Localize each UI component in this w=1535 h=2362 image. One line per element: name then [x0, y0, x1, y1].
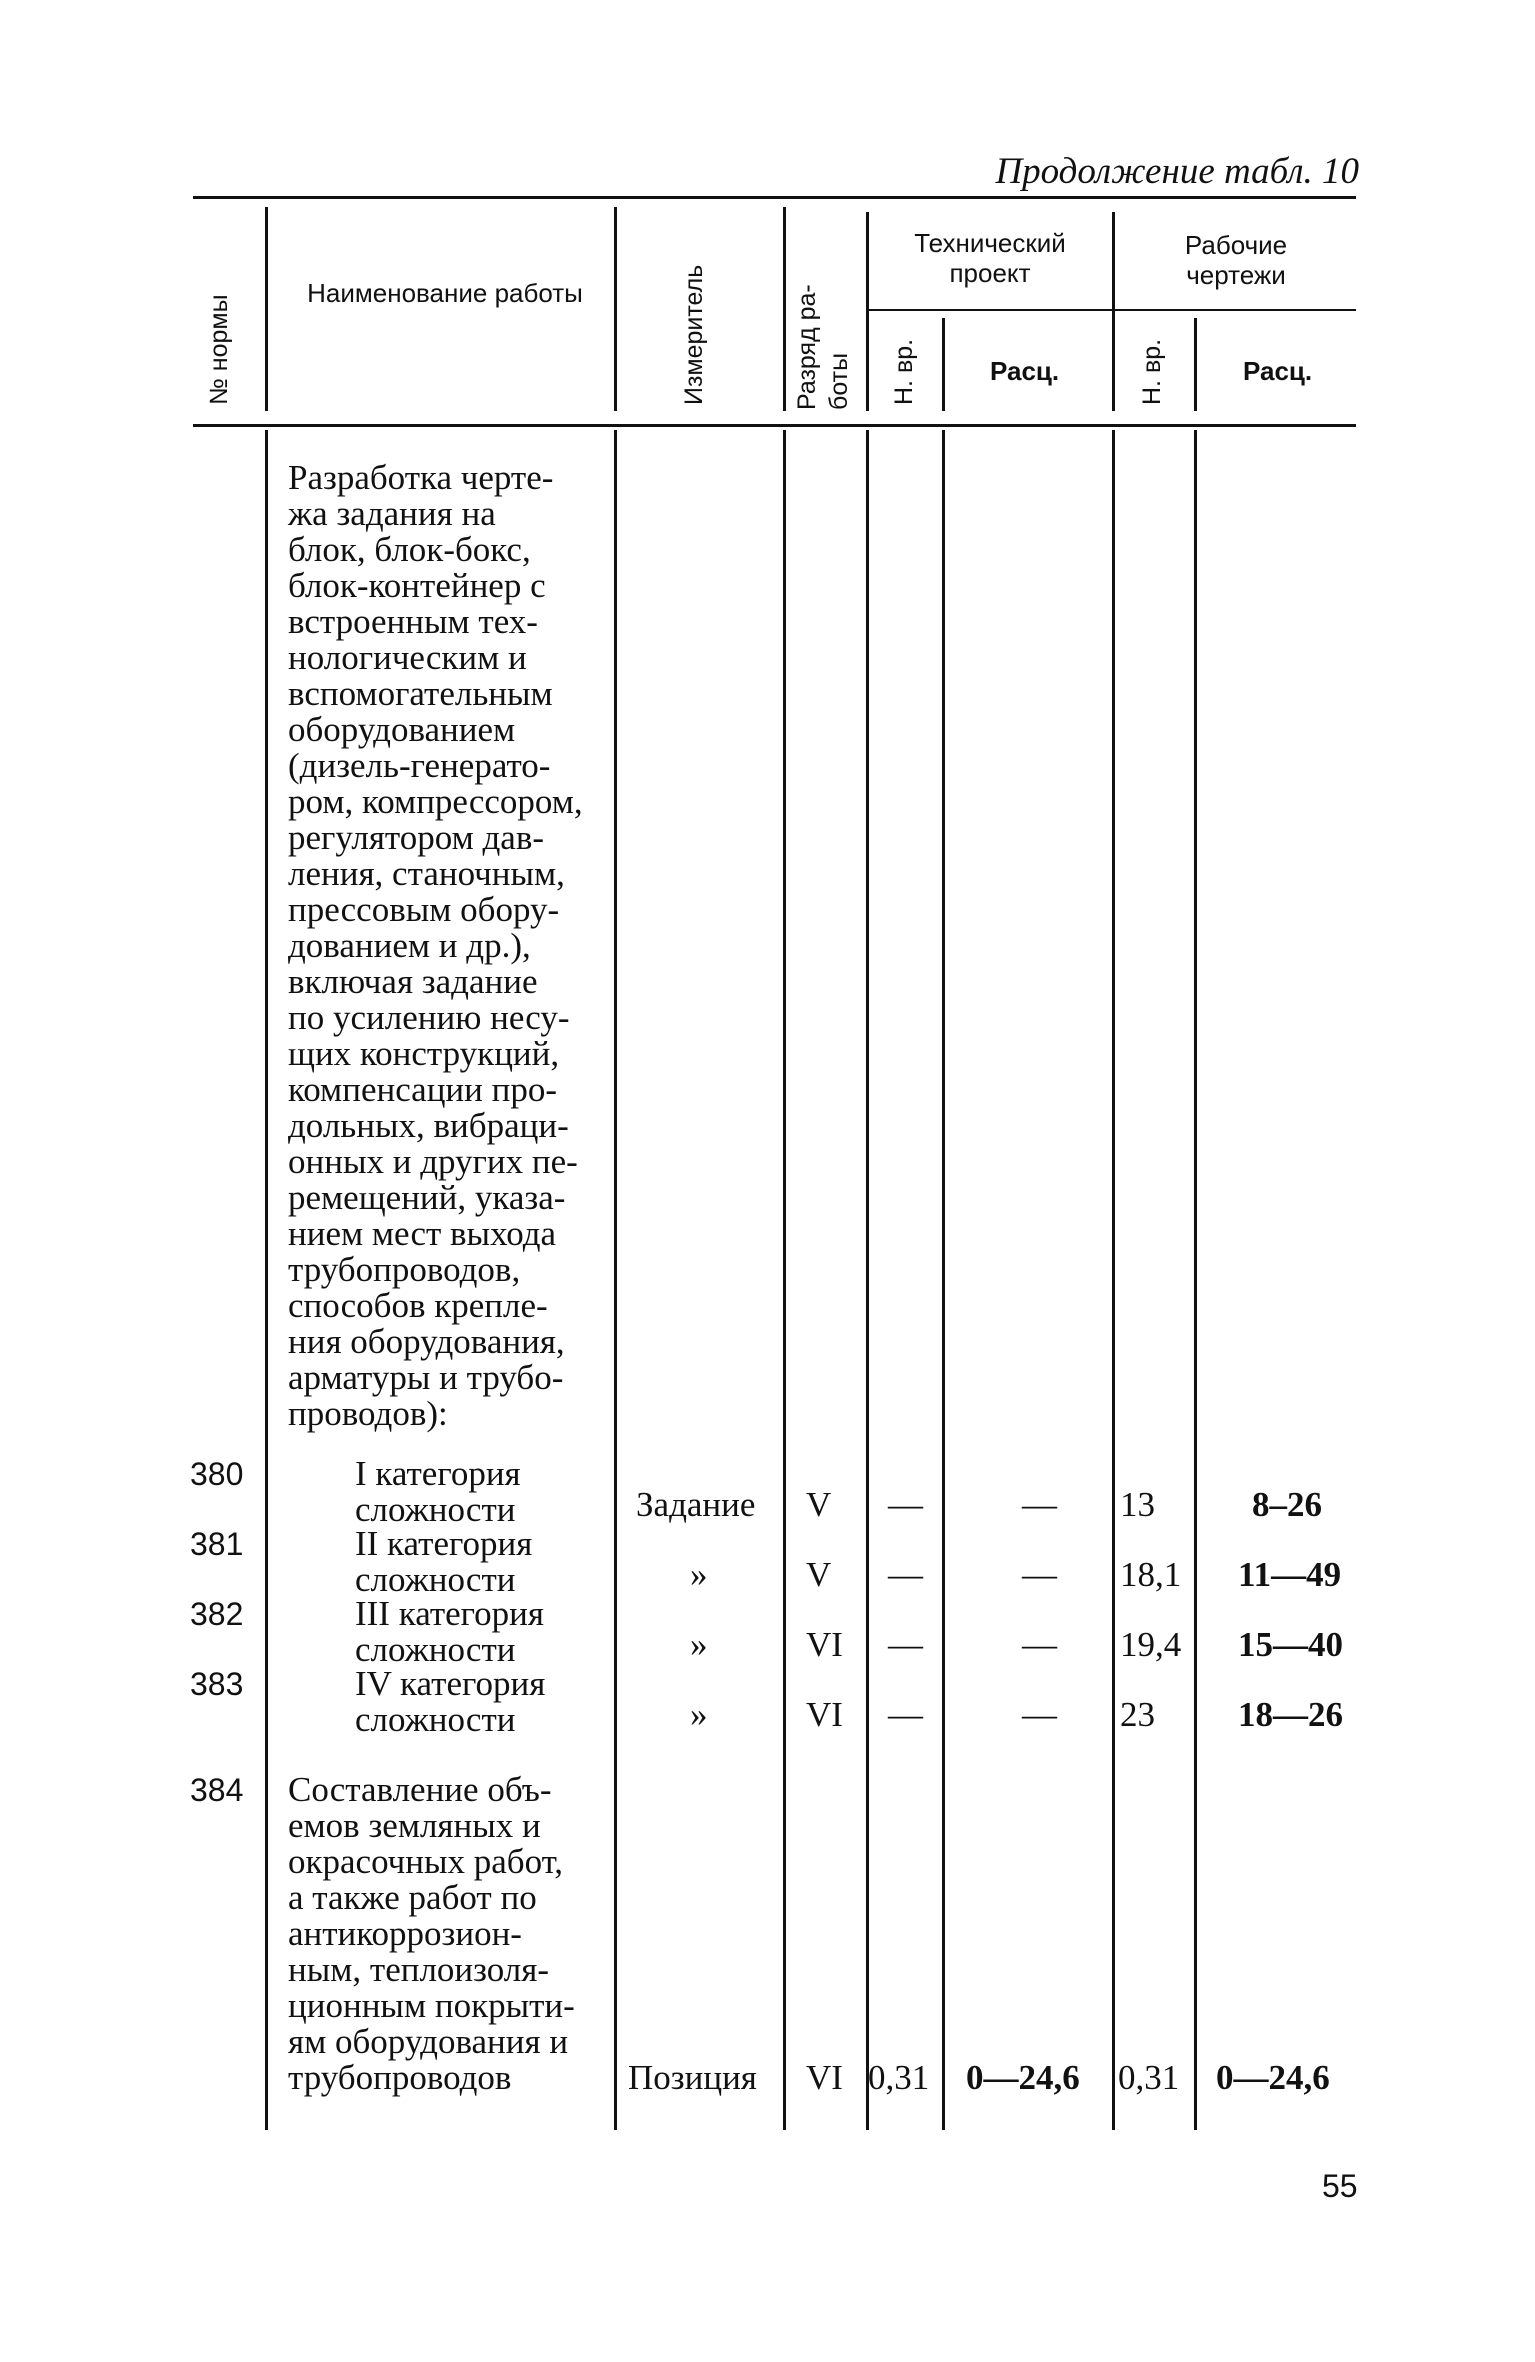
row-work-rasc: 18—26 [1238, 1695, 1343, 1734]
row-tech-rasc: — [1022, 1625, 1057, 1664]
intro-line: встроенным тех- [288, 602, 538, 641]
header-bottom-rule [193, 424, 1356, 427]
intro-line: трубопроводов, [288, 1250, 521, 1289]
header-norm-number: № нормы [205, 294, 233, 405]
row-number: 381 [190, 1526, 244, 1562]
intro-line: прессовым обору- [288, 890, 560, 929]
intro-line: ром, компрессором, [288, 782, 583, 821]
row-name-line2: сложности [355, 1630, 516, 1669]
row-name-line: Составление объ- [288, 1770, 552, 1809]
intro-line: включая задание [288, 962, 538, 1001]
row-name-line: трубопроводов [288, 2058, 512, 2097]
row-work-nvr: 0,31 [1118, 2058, 1180, 2097]
table-row [0, 1772, 1535, 2102]
row-name-line1: IV категория [355, 1664, 546, 1703]
row-name-line: а также работ по [288, 1878, 537, 1917]
row-tech-rasc: — [1022, 1695, 1057, 1734]
group-header-rule [866, 309, 1356, 311]
table-row [0, 1456, 1535, 1528]
page-number: 55 [1322, 2168, 1358, 2204]
intro-line: дольных, вибраци- [288, 1106, 569, 1145]
row-work-nvr: 19,4 [1120, 1625, 1182, 1664]
intro-line: нологическим и [288, 638, 527, 677]
header-measure: Измеритель [680, 264, 708, 405]
row-tech-rasc: — [1022, 1555, 1057, 1594]
header-divider [1112, 212, 1115, 411]
header-divider [866, 212, 869, 411]
intro-text [288, 460, 602, 1432]
row-name-line: ным, теплоизоля- [288, 1950, 550, 1989]
row-measure: » [690, 1695, 708, 1734]
row-number: 382 [190, 1596, 244, 1632]
row-measure: Задание [636, 1485, 756, 1524]
intro-line: регулятором дав- [288, 818, 545, 857]
row-name-line: ционным покрыти- [288, 1986, 575, 2025]
intro-line: дованием и др.), [288, 926, 531, 965]
row-tech-rasc: 0—24,6 [966, 2058, 1080, 2097]
row-name-line1: III категория [355, 1594, 544, 1633]
row-grade: VI [806, 2058, 843, 2097]
row-name-line: емов земляных и [288, 1806, 541, 1845]
row-work-rasc: 11—49 [1238, 1555, 1342, 1594]
row-work-nvr: 18,1 [1120, 1555, 1182, 1594]
row-measure: » [690, 1625, 708, 1664]
row-work-nvr: 23 [1120, 1695, 1155, 1734]
row-grade: VI [806, 1625, 843, 1664]
header-group-tech [870, 228, 1110, 288]
intro-line: проводов): [288, 1394, 448, 1433]
intro-line: способов крепле- [288, 1286, 548, 1325]
header-group-work-line2: чертежи [1186, 260, 1286, 290]
intro-line: щих конструкций, [288, 1034, 560, 1073]
intro-line: жа задания на [288, 494, 496, 533]
intro-line: вспомогательным [288, 674, 553, 713]
header-group-work-line1: Рабочие [1184, 230, 1288, 260]
row-tech-nvr: — [888, 1485, 923, 1524]
row-name-line2: сложности [355, 1700, 516, 1739]
row-number: 383 [190, 1666, 244, 1702]
row-grade: V [806, 1485, 832, 1524]
intro-line: ления, станочным, [288, 854, 565, 893]
header-divider [783, 207, 786, 411]
row-tech-rasc: — [1022, 1485, 1057, 1524]
row-name-line2: сложности [355, 1560, 516, 1599]
row-tech-nvr: 0,31 [868, 2058, 930, 2097]
intro-line: арматуры и трубо- [288, 1358, 564, 1397]
table-row [0, 1526, 1535, 1598]
row-name-line: окрасочных работ, [288, 1842, 564, 1881]
header-group-tech-line2: проект [949, 258, 1031, 288]
row-grade: VI [806, 1695, 843, 1734]
table-row [0, 1666, 1535, 1738]
row-name-line1: I категория [355, 1454, 521, 1493]
row-tech-nvr: — [888, 1555, 923, 1594]
table-caption: Продолжение табл. 10 [995, 151, 1359, 192]
intro-line: блок, блок-бокс, [288, 530, 531, 569]
header-group-tech-line1: Технический [914, 228, 1066, 258]
row-work-nvr: 13 [1120, 1485, 1155, 1524]
intro-line: онных и других пе- [288, 1142, 578, 1181]
row-work-rasc: 0—24,6 [1216, 2058, 1330, 2097]
header-work-name [300, 278, 590, 308]
row-name-text [288, 1772, 602, 2096]
intro-line: компенсации про- [288, 1070, 558, 1109]
row-tech-nvr: — [888, 1625, 923, 1664]
header-divider [265, 207, 268, 411]
header-work-rasc: Расц. [1243, 356, 1313, 386]
row-grade: V [806, 1555, 832, 1594]
row-name-line1: II категория [355, 1524, 533, 1563]
intro-line: оборудованием [288, 710, 516, 749]
row-number: 384 [190, 1772, 244, 1808]
row-name-line: ям оборудования и [288, 2022, 569, 2061]
header-grade-line1: Разряд ра- [793, 284, 821, 410]
intro-line: нием мест выхода [288, 1214, 557, 1253]
row-tech-nvr: — [888, 1695, 923, 1734]
intro-line: Разработка черте- [288, 458, 554, 497]
intro-line: ния оборудования, [288, 1322, 565, 1361]
intro-line: блок-контейнер с [288, 566, 546, 605]
row-work-rasc: 8–26 [1252, 1485, 1322, 1524]
header-divider [614, 207, 617, 411]
header-tech-rasc: Расц. [990, 356, 1060, 386]
row-measure: Позиция [628, 2058, 757, 2097]
table-row [0, 1596, 1535, 1668]
row-name-line: антикоррозион- [288, 1914, 522, 1953]
header-divider [1194, 318, 1197, 411]
row-measure: » [690, 1555, 708, 1594]
header-tech-nvr: Н. вр. [890, 338, 918, 405]
header-top-rule [193, 196, 1356, 199]
row-work-rasc: 15—40 [1238, 1625, 1343, 1664]
intro-line: ремещений, указа- [288, 1178, 566, 1217]
header-divider [942, 318, 945, 411]
header-grade-line2: боты [825, 352, 853, 410]
row-name-line2: сложности [355, 1490, 516, 1529]
intro-line: (дизель-генерато- [288, 746, 551, 785]
intro-line: по усилению несу- [288, 998, 570, 1037]
row-number: 380 [190, 1456, 244, 1492]
header-work-nvr: Н. вр. [1138, 338, 1166, 405]
header-group-work [1116, 230, 1356, 290]
header-work-name-text: Наименование работы [307, 278, 583, 308]
